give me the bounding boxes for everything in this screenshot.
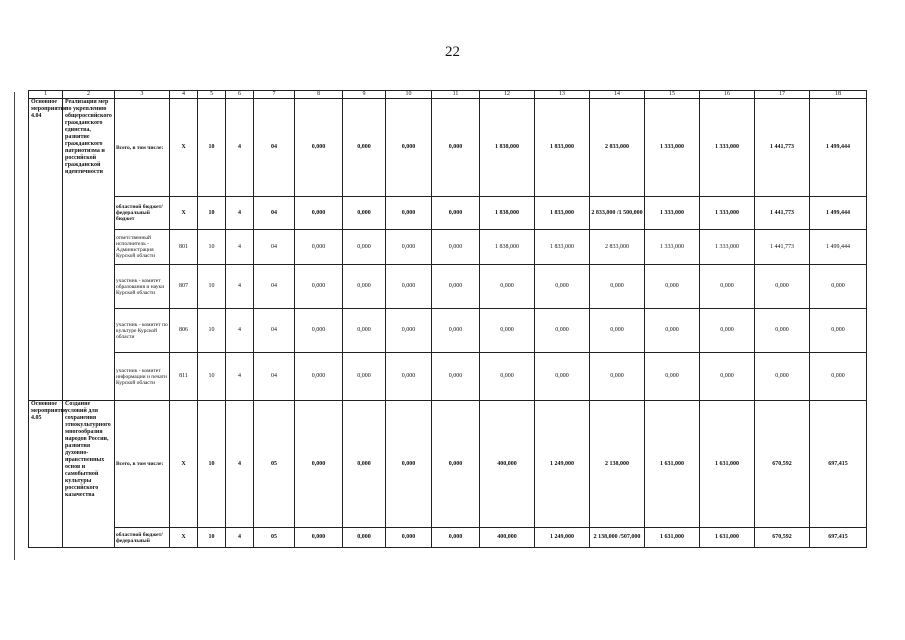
table-cell: 0,000 [295,528,343,548]
table-cell: 0,000 [432,309,480,353]
table-cell: X [170,401,198,528]
table-cell: 4 [226,197,254,230]
table-cell: 0,000 [343,401,386,528]
table-cell: 1 333,000 [700,99,755,197]
table-cell: 2 833,000 [590,230,645,265]
table-cell: 1 631,000 [700,528,755,548]
table-cell: 1 499,444 [810,197,867,230]
table-cell: 0,000 [343,197,386,230]
table-cell: 0,000 [386,401,432,528]
column-number: 3 [115,91,170,99]
left-margin-rule [14,92,15,560]
table-cell: 670,592 [755,528,810,548]
table-cell: 1 631,000 [645,528,700,548]
event-name: Реализация мер по укреплению общероссийского гражданского единства, развитие гражданского патриотизма и российской гражданской идентичности [63,99,115,401]
table-row [29,353,867,401]
table-cell: 0,000 [343,353,386,401]
table-cell: 10 [198,309,226,353]
table-cell: 05 [254,401,295,528]
table-cell: X [170,99,198,197]
table-cell: 0,000 [810,309,867,353]
table-cell: 0,000 [590,353,645,401]
table-cell: 1 249,000 [535,401,590,528]
table-cell: 0,000 [645,265,700,309]
table-cell: 0,000 [432,265,480,309]
event-name: Создание условий для сохранения этнокультурного многообразия народов России, развития духовно-нравственных основ и самобытной культуры российского казачества [63,401,115,548]
column-number: 5 [198,91,226,99]
table-cell: 0,000 [295,99,343,197]
table-cell: 0,000 [343,528,386,548]
table-cell: 0,000 [295,401,343,528]
column-number: 2 [63,91,115,99]
table-cell: X [170,197,198,230]
table-cell: 0,000 [386,197,432,230]
table-cell: 0,000 [590,265,645,309]
event-code: Основное мероприятие 4.05 [29,401,63,548]
table-cell: 0,000 [343,99,386,197]
column-number: 10 [386,91,432,99]
table-cell: 697,415 [810,401,867,528]
funding-source: областной бюджет/ федеральный бюджет [115,197,170,230]
table-cell: 1 499,444 [810,230,867,265]
header-row [29,91,867,99]
table-cell: 0,000 [386,265,432,309]
table-cell: 1 249,000 [535,528,590,548]
table-cell: 0,000 [590,309,645,353]
column-number: 12 [480,91,535,99]
table-cell: 0,000 [432,401,480,528]
table-cell: 697,415 [810,528,867,548]
table-row [29,265,867,309]
table-row [29,197,867,230]
funding-source: участник - комитет по культуре Курской области [115,309,170,353]
table-cell: 400,000 [480,528,535,548]
table-cell: 400,000 [480,401,535,528]
table-cell: 0,000 [432,353,480,401]
funding-source: Всего, в том числе: [115,401,170,528]
table-cell: 2 833,000 [590,99,645,197]
table-cell: 0,000 [810,265,867,309]
table-row [29,309,867,353]
column-number: 7 [254,91,295,99]
table-cell: 1 838,000 [480,197,535,230]
table-cell: 1 631,000 [645,401,700,528]
column-number: 15 [645,91,700,99]
page-number: 22 [445,44,460,60]
table-cell: 1 441,773 [755,99,810,197]
table-cell: 10 [198,265,226,309]
table-cell: 10 [198,99,226,197]
column-number: 4 [170,91,198,99]
table-cell: 0,000 [480,309,535,353]
table-cell: 10 [198,401,226,528]
budget-table [28,90,867,548]
table-cell: 0,000 [432,528,480,548]
table-cell: 0,000 [386,353,432,401]
table-cell: 806 [170,309,198,353]
table-row [29,230,867,265]
funding-source: участник - комитет информации и печати Курской области [115,353,170,401]
table-cell: 0,000 [755,309,810,353]
table-cell: 04 [254,353,295,401]
table-cell: 04 [254,309,295,353]
table-row [29,528,867,548]
table-cell: 10 [198,353,226,401]
table-cell: 1 441,773 [755,197,810,230]
table-cell: 0,000 [432,197,480,230]
table-cell: 1 631,000 [700,401,755,528]
table-cell: 1 833,000 [535,197,590,230]
table-cell: 4 [226,230,254,265]
table-cell: 1 833,000 [535,99,590,197]
column-number: 9 [343,91,386,99]
column-number: 13 [535,91,590,99]
table-cell: 0,000 [755,265,810,309]
table-cell: 0,000 [295,230,343,265]
table-cell: 10 [198,197,226,230]
table-cell: 0,000 [700,265,755,309]
table-cell: 0,000 [700,309,755,353]
column-number: 1 [29,91,63,99]
table-cell: 0,000 [755,353,810,401]
table-cell: 04 [254,230,295,265]
table-cell: 4 [226,309,254,353]
table-cell: 2 138,000 /507,000 [590,528,645,548]
table-cell: 4 [226,99,254,197]
table-cell: 4 [226,528,254,548]
table-cell: 4 [226,353,254,401]
table-cell: 0,000 [480,265,535,309]
table-cell: 0,000 [295,353,343,401]
table-cell: 811 [170,353,198,401]
table-cell: 807 [170,265,198,309]
table-cell: 04 [254,265,295,309]
table-cell: 1 833,000 [535,230,590,265]
column-number: 14 [590,91,645,99]
table-row [29,99,867,197]
table-cell: 1 333,000 [645,99,700,197]
table-cell: 0,000 [700,353,755,401]
table-cell: 4 [226,401,254,528]
table-cell: 0,000 [645,309,700,353]
table-cell: 0,000 [386,528,432,548]
table-cell: 0,000 [480,353,535,401]
table-cell: 0,000 [535,265,590,309]
column-number: 6 [226,91,254,99]
table-cell: 0,000 [343,309,386,353]
table-cell: 0,000 [295,265,343,309]
event-code: Основное мероприятие 4.04 [29,99,63,401]
table-cell: 0,000 [386,99,432,197]
funding-source: Всего, в том числе: [115,99,170,197]
table-cell: 2 833,000 /1 500,000 [590,197,645,230]
table-cell: 10 [198,528,226,548]
table-cell: 1 838,000 [480,99,535,197]
table-cell: 0,000 [432,99,480,197]
column-number: 18 [810,91,867,99]
table-cell: 0,000 [295,197,343,230]
table-cell: 1 333,000 [645,197,700,230]
table-cell: 10 [198,230,226,265]
table-cell: 801 [170,230,198,265]
column-number: 8 [295,91,343,99]
table-cell: 670,592 [755,401,810,528]
table-cell: 1 333,000 [645,230,700,265]
table-cell: 0,000 [386,309,432,353]
table-cell: 2 138,000 [590,401,645,528]
table-cell: 0,000 [295,309,343,353]
column-number: 11 [432,91,480,99]
column-number: 16 [700,91,755,99]
table-cell: 1 838,000 [480,230,535,265]
column-number: 17 [755,91,810,99]
table-cell: 0,000 [343,230,386,265]
table-cell: 04 [254,99,295,197]
table-cell: 1 499,444 [810,99,867,197]
funding-source: ответственный исполнитель - Администрация Курской области [115,230,170,265]
table-cell: 1 441,773 [755,230,810,265]
table-cell: 4 [226,265,254,309]
table-cell: 0,000 [386,230,432,265]
table-cell: 04 [254,197,295,230]
table-cell: 1 333,000 [700,230,755,265]
table-cell: 0,000 [343,265,386,309]
table-row [29,401,867,528]
funding-source: областной бюджет/ федеральный [115,528,170,548]
table-cell: 1 333,000 [700,197,755,230]
table-cell: 0,000 [432,230,480,265]
table-cell: 0,000 [535,309,590,353]
table-cell: 0,000 [810,353,867,401]
funding-source: участник - комитет образования и науки Курской области [115,265,170,309]
table-cell: 0,000 [645,353,700,401]
table-cell: 05 [254,528,295,548]
table-cell: X [170,528,198,548]
table-cell: 0,000 [535,353,590,401]
